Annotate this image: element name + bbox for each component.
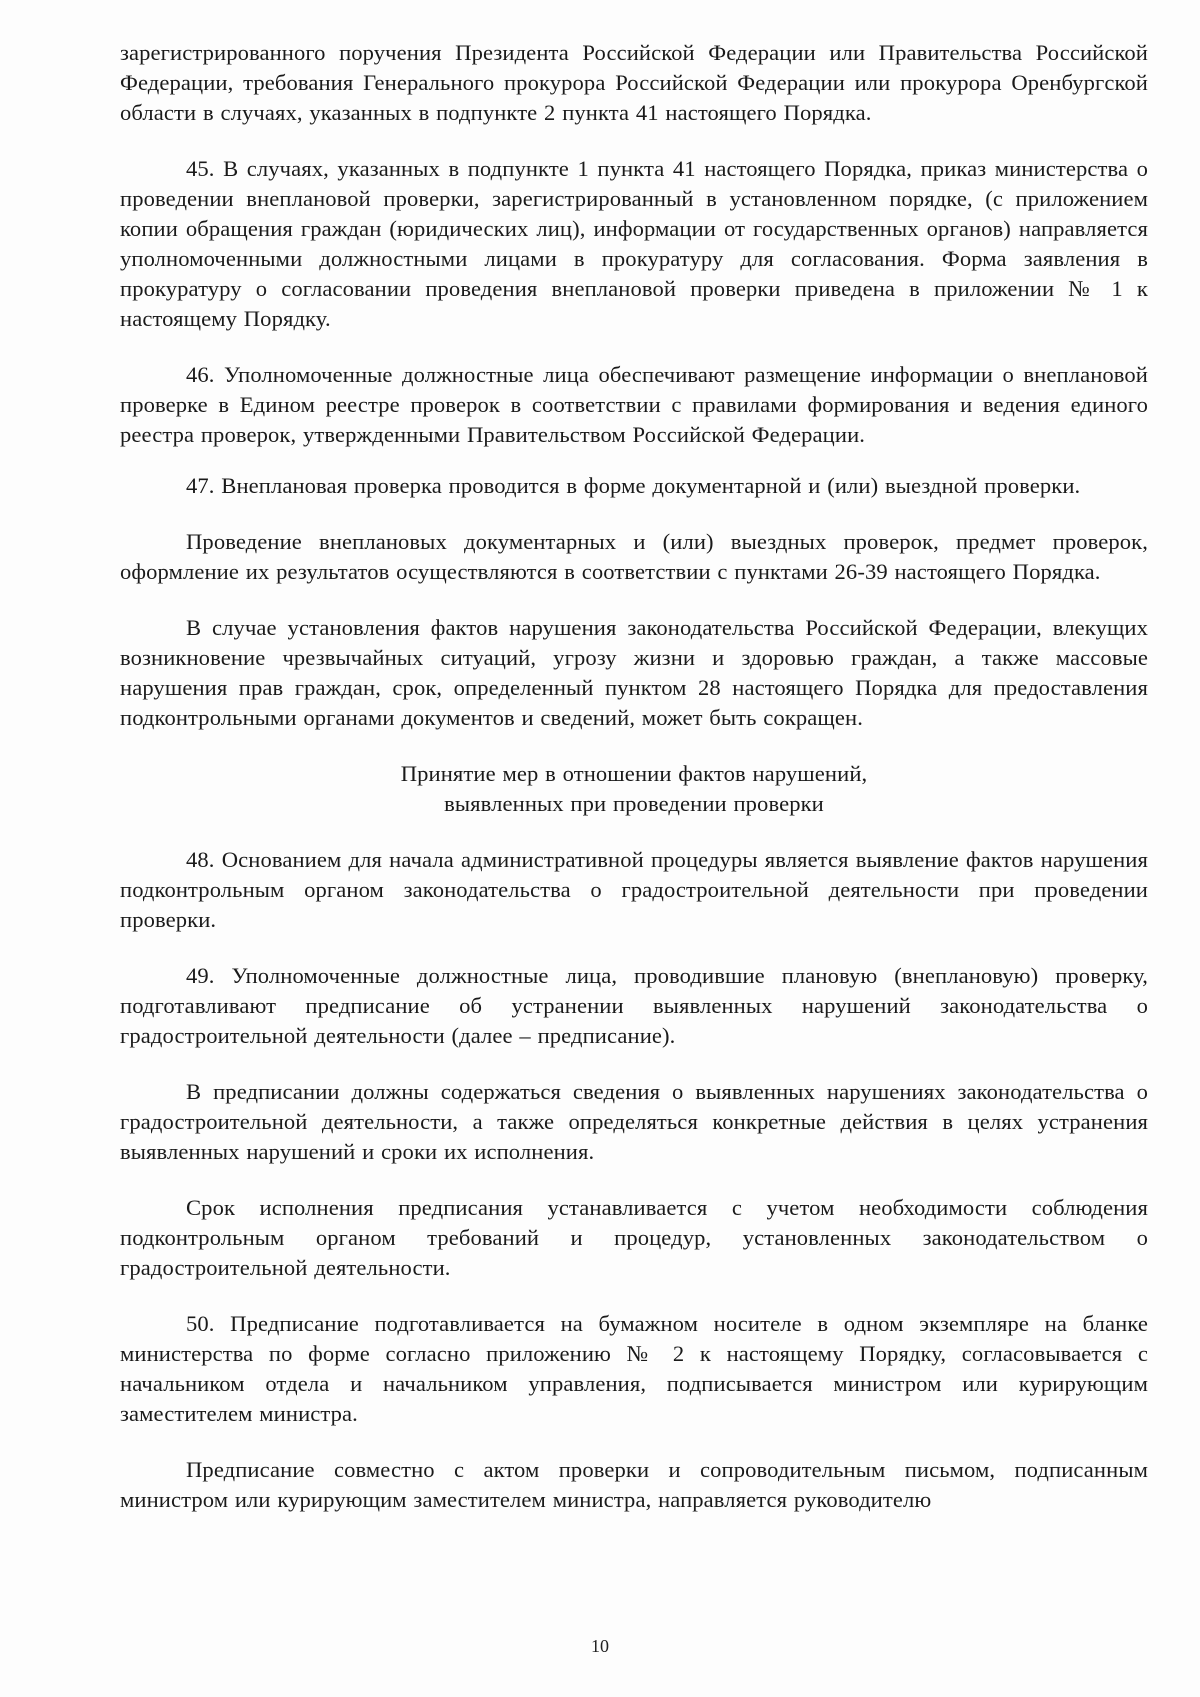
paragraph-49: 49. Уполномоченные должностные лица, проводившие плановую (внеплановую) проверку, подготавливают предписание об устранении выявленных нарушений законодательства о градостроительной деятельности (далее – предписание).: [120, 963, 1148, 1048]
paragraph-50-delivery: Предписание совместно с актом проверки и сопроводительным письмом, подписанным министром или курирующим заместителем министра, направляется руководителю: [120, 1457, 1148, 1512]
paragraph-48: 48. Основанием для начала административной процедуры является выявление фактов нарушения подконтрольным органом законодательства о градостроительной деятельности при проведении проверки.: [120, 847, 1148, 932]
paragraph-49-deadline: Срок исполнения предписания устанавливается с учетом необходимости соблюдения подконтрольным органом требований и процедур, установленных законодательством о градостроительной деятельности.: [120, 1195, 1148, 1280]
paragraph-47-documentary: Проведение внеплановых документарных и (или) выездных проверок, предмет проверок, оформление их результатов осуществляются в соответствии с пунктами 26-39 настоящего Порядка.: [120, 529, 1148, 584]
page-number: 10: [591, 1636, 609, 1656]
paragraph-45: 45. В случаях, указанных в подпункте 1 пункта 41 настоящего Порядка, приказ министерства о проведении внеплановой проверки, зарегистрированный в установленном порядке, (с приложением копии обращения граждан (юридических лиц), информации от государственных органов) направляется уполномоченными должностными лицами в прокуратуру для согласования. Форма заявления в прокуратуру о согласовании проведения внеплановой проверки приведена в приложении № 1 к настоящему Порядку.: [120, 156, 1148, 331]
section-heading-line-1: Принятие мер в отношении фактов нарушений,: [400, 761, 868, 786]
paragraph-50: 50. Предписание подготавливается на бумажном носителе в одном экземпляре на бланке министерства по форме согласно приложению № 2 к настоящему Порядку, согласовывается с начальником отдела и начальником управления, подписывается министром или курирующим заместителем министра.: [120, 1311, 1148, 1426]
section-heading: [120, 759, 1148, 819]
paragraph-49-content: В предписании должны содержаться сведения о выявленных нарушениях законодательства о градостроительной деятельности, а также определяться конкретные действия в целях устранения выявленных нарушений и сроки их исполнения.: [120, 1079, 1148, 1164]
section-heading-line-2: выявленных при проведении проверки: [444, 791, 824, 816]
paragraph-47-violations: В случае установления фактов нарушения законодательства Российской Федерации, влекущих возникновение чрезвычайных ситуаций, угрозу жизни и здоровью граждан, а также массовые нарушения прав граждан, срок, определенный пунктом 28 настоящего Порядка для предоставления подконтрольными органами документов и сведений, может быть сокращен.: [120, 615, 1148, 730]
paragraph-46: 46. Уполномоченные должностные лица обеспечивают размещение информации о внеплановой проверке в Едином реестре проверок в соответствии с правилами формирования и ведения единого реестра проверок, утвержденными Правительством Российской Федерации.: [120, 362, 1148, 447]
paragraph-47: 47. Внеплановая проверка проводится в форме документарной и (или) выездной проверки.: [186, 473, 1081, 498]
document-body: [120, 38, 1148, 1515]
paragraph-continuation: зарегистрированного поручения Президента Российской Федерации или Правительства Российской Федерации, требования Генерального прокурора Российской Федерации или прокурора Оренбургской области в случаях, указанных в подпункте 2 пункта 41 настоящего Порядка.: [120, 40, 1148, 125]
